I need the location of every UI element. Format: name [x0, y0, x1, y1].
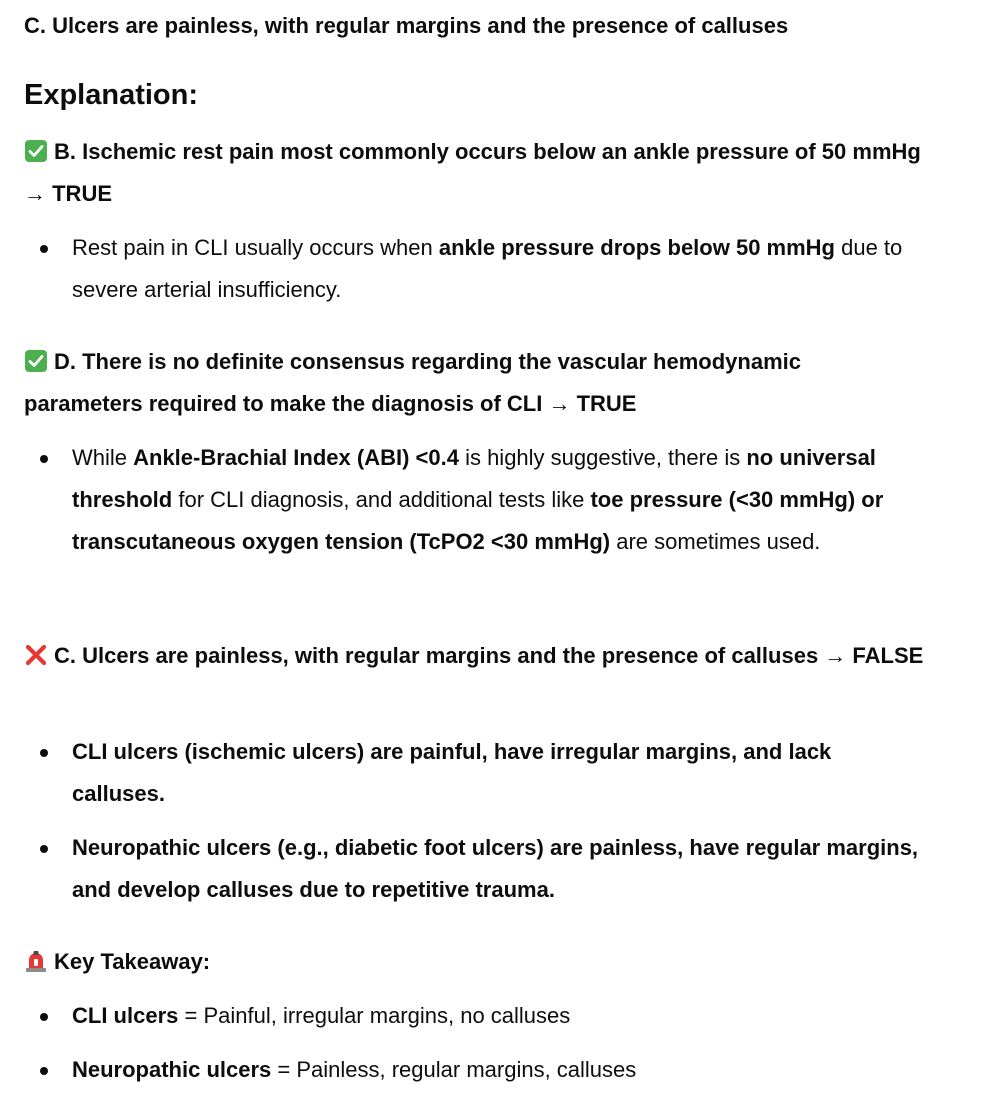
key-takeaway-heading — [24, 942, 210, 982]
answer-line: C. Ulcers are painless, with regular margins and the presence of calluses — [24, 13, 789, 38]
point-d-bullets — [24, 437, 924, 575]
key-takeaway-title: Key Takeaway: — [54, 949, 211, 974]
point-c-text: C. Ulcers are painless, with regular margins and the presence of calluses → FALSE — [54, 643, 924, 668]
explanation-heading: Explanation: — [24, 79, 199, 111]
check-mark-icon — [24, 139, 48, 163]
list-item: Rest pain in CLI usually occurs when ankle pressure drops below 50 mmHg due to severe arterial insufficiency. — [24, 227, 924, 311]
point-b-heading — [24, 131, 924, 215]
point-b-bullets — [24, 227, 924, 323]
point-d-text: D. There is no definite consensus regarding the vascular hemodynamic parameters required to make the diagnosis of CLI → TRUE — [24, 349, 801, 416]
takeaway-bullets — [24, 995, 924, 1103]
list-item: Neuropathic ulcers = Painless, regular margins, calluses — [24, 1049, 924, 1091]
point-c-bullets — [24, 731, 924, 923]
list-item: Neuropathic ulcers (e.g., diabetic foot ulcers) are painless, have regular margins, and develop calluses due to repetitive trauma. — [24, 827, 924, 911]
list-item: While Ankle-Brachial Index (ABI) <0.4 is highly suggestive, there is no universal threshold for CLI diagnosis, and additional tests like toe pressure (<30 mmHg) or transcutaneous oxygen tension (TcPO2 <30 mmHg) are sometimes used. — [24, 437, 924, 563]
rotating-light-icon — [24, 949, 48, 973]
cross-mark-icon — [24, 643, 48, 667]
point-c-heading — [24, 635, 924, 677]
check-mark-icon — [24, 349, 48, 373]
point-d-heading — [24, 341, 924, 425]
point-b-text: B. Ischemic rest pain most commonly occurs below an ankle pressure of 50 mmHg → TRUE — [24, 139, 921, 206]
list-item: CLI ulcers (ischemic ulcers) are painful, have irregular margins, and lack calluses. — [24, 731, 924, 815]
list-item: CLI ulcers = Painful, irregular margins, no calluses — [24, 995, 924, 1037]
